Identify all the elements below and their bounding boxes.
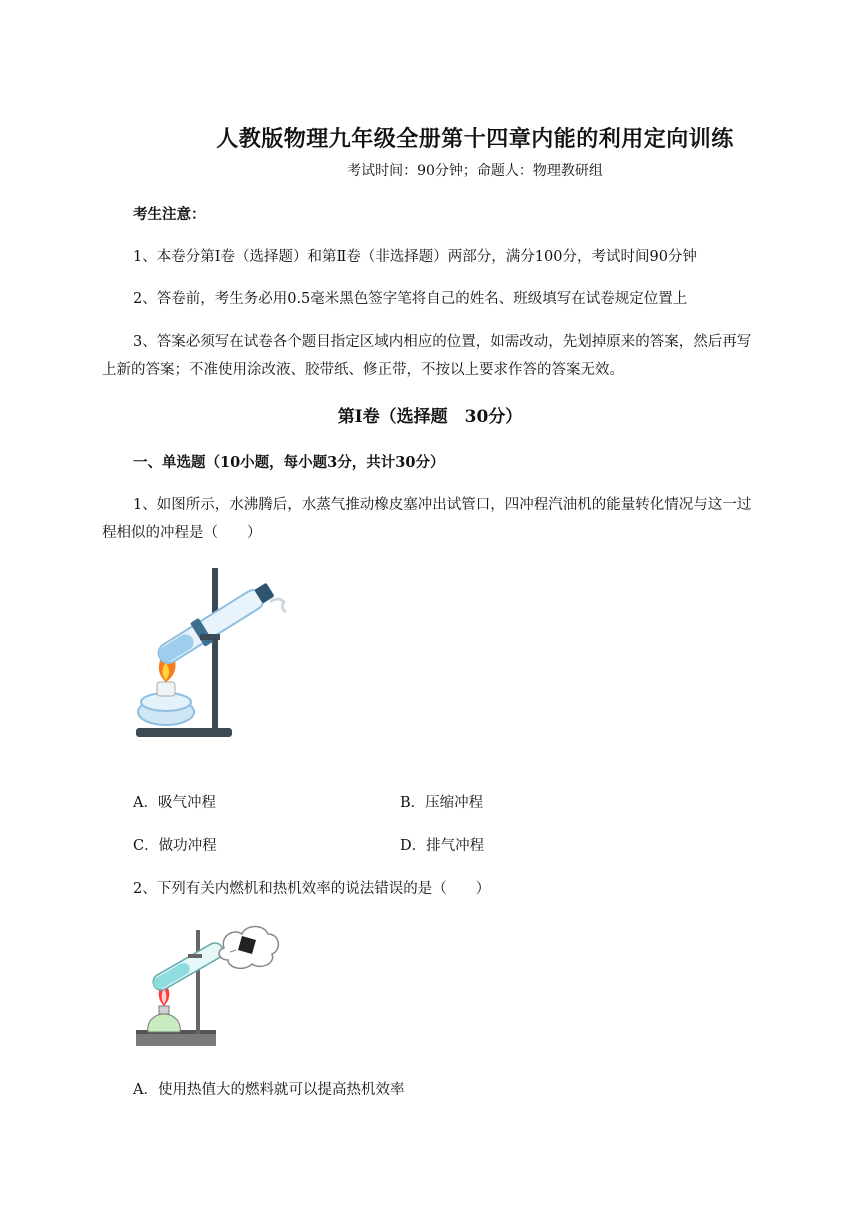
question-1-option-d: D．排气冲程 xyxy=(400,838,485,854)
question-1-option-b: B．压缩冲程 xyxy=(400,795,484,811)
question-1-option-c: C．做功冲程 xyxy=(133,838,217,854)
section-title: 第Ⅰ卷（选择题 30分） xyxy=(337,407,523,427)
question-1-text-cont: 程相似的冲程是（ ） xyxy=(102,525,262,541)
question-1-option-a: A．吸气冲程 xyxy=(133,795,216,811)
notice-item-3-cont: 上新的答案；不准使用涂改液、胶带纸、修正带，不按以上要求作答的答案无效。 xyxy=(102,362,624,378)
notice-item-1: 1、本卷分第Ⅰ卷（选择题）和第Ⅱ卷（非选择题）两部分，满分100分，考试时间90分钟 xyxy=(133,249,697,265)
question-2-text: 2、下列有关内燃机和热机效率的说法错误的是（ ） xyxy=(133,881,491,897)
notice-item-3: 3、答案必须写在试卷各个题目指定区域内相应的位置，如需改动，先划掉原来的答案，然后再写 xyxy=(133,334,752,350)
question-1-figure xyxy=(130,562,290,748)
notice-heading: 考生注意： xyxy=(133,206,206,223)
page-title: 人教版物理九年级全册第十四章内能的利用定向训练 xyxy=(216,126,734,152)
question-2-figure xyxy=(132,920,282,1054)
question-2-option-a: A．使用热值大的燃料就可以提高热机效率 xyxy=(133,1082,405,1098)
question-1-text: 1、如图所示，水沸腾后，水蒸气推动橡皮塞冲出试管口，四冲程汽油机的能量转化情况与这一过 xyxy=(133,497,752,513)
part-title: 一、单选题（10小题，每小题3分，共计30分） xyxy=(133,454,445,471)
exam-subtitle: 考试时间：90分钟；命题人：物理教研组 xyxy=(347,163,603,179)
notice-item-2: 2、答卷前，考生务必用0.5毫米黑色签字笔将自己的姓名、班级填写在试卷规定位置上 xyxy=(133,291,688,307)
